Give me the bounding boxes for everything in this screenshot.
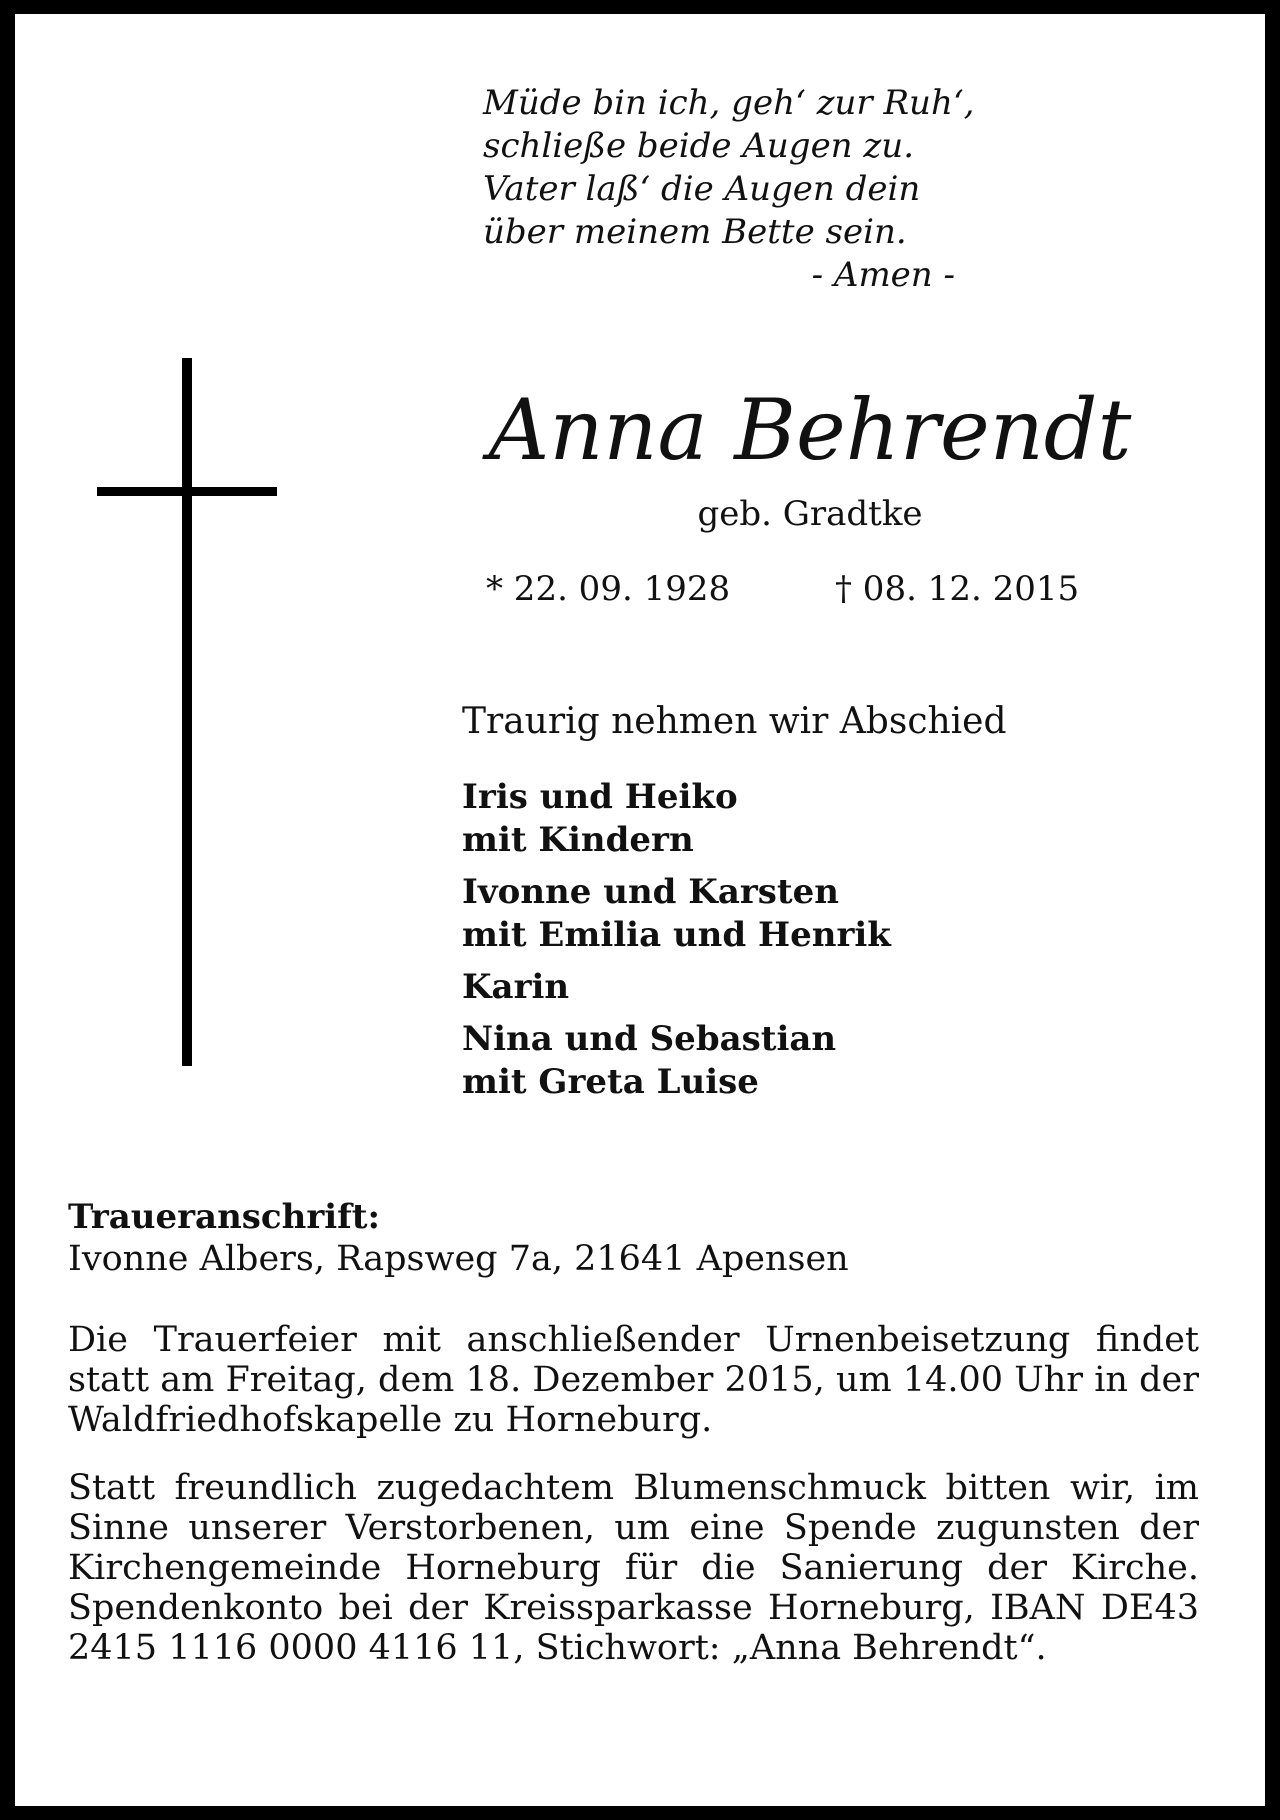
- poem-amen: - Amen -: [811, 255, 955, 295]
- mourners-list: [462, 776, 1162, 1113]
- poem-line: Müde bin ich, geh‘ zur Ruh‘,: [483, 83, 975, 123]
- mourner-group: [462, 871, 1162, 957]
- cross-icon: [182, 358, 192, 1066]
- address-value: Ivonne Albers, Rapsweg 7a, 21641 Apensen: [68, 1239, 849, 1279]
- poem-line: über meinem Bette sein.: [483, 212, 907, 252]
- poem-line: Vater laß‘ die Augen dein: [483, 169, 921, 209]
- mourner-line: Nina und Sebastian: [462, 1019, 837, 1059]
- mourner-line: mit Kindern: [462, 820, 694, 860]
- mourner-line: Ivonne und Karsten: [462, 872, 839, 912]
- mourning-intro: Traurig nehmen wir Abschied: [462, 701, 1007, 742]
- birth-date: * 22. 09. 1928: [486, 569, 731, 609]
- mourner-group: [462, 966, 1162, 1009]
- death-date: † 08. 12. 2015: [835, 569, 1080, 609]
- mourner-group: [462, 1018, 1162, 1104]
- cross-icon-bar: [97, 487, 277, 496]
- poem-line: schließe beide Augen zu.: [483, 126, 915, 166]
- mourner-line: mit Greta Luise: [462, 1062, 759, 1102]
- maiden-name: geb. Gradtke: [697, 494, 923, 534]
- mourner-line: Iris und Heiko: [462, 777, 738, 817]
- deceased-name: Anna Behrendt: [488, 381, 1132, 479]
- mourner-line: mit Emilia und Henrik: [462, 915, 891, 955]
- mourner-group: [462, 776, 1162, 862]
- mourner-line: Karin: [462, 967, 570, 1007]
- donation-paragraph: Statt freundlich zugedachtem Blumenschmuck bitten wir, im Sinne unserer Verstorbenen, um eine Spende zugunsten der Kirchengemeinde Horneburg für die Sanierung der Kirche. Spendenkonto bei der Kreissparkasse Horneburg, IBAN DE43 2415 1116 0000 4116 11, Stichwort: „Anna Behrendt“.: [68, 1468, 1199, 1668]
- poem: [483, 82, 1003, 297]
- ceremony-paragraph: Die Trauerfeier mit anschließender Urnenbeisetzung findet statt am Freitag, dem 18. Dezember 2015, um 14.00 Uhr in der Waldfriedhofskapelle zu Horneburg.: [68, 1320, 1199, 1440]
- address-label: Traueranschrift:: [68, 1197, 381, 1237]
